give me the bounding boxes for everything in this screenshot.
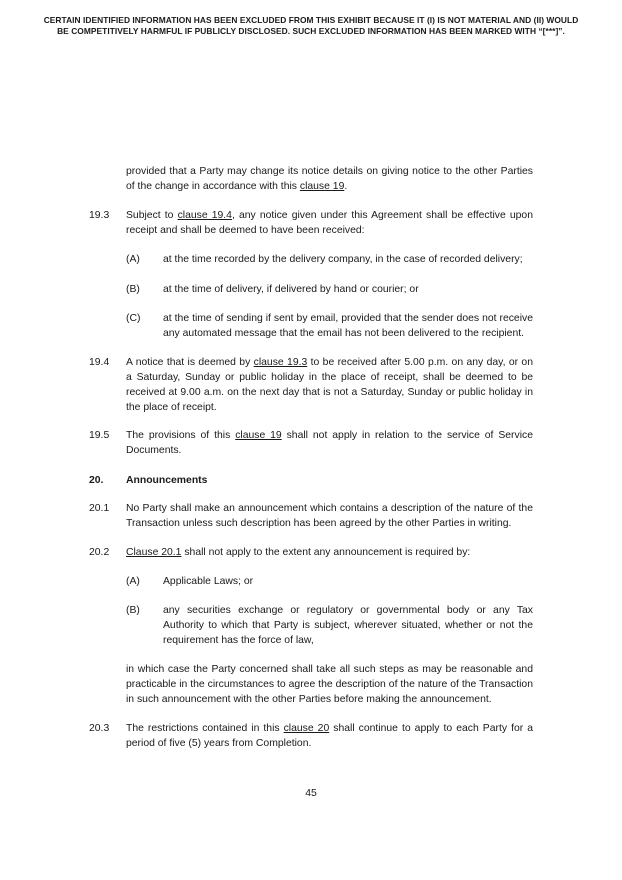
item-label: (A) <box>126 576 140 587</box>
confidentiality-header <box>30 15 592 37</box>
clause-number: 20.2 <box>89 547 110 558</box>
clause-19-3-text <box>126 208 533 238</box>
paragraph-text: provided that a Party may change its notice details on giving notice to the other Parties of the change in accordance with this <box>126 166 533 192</box>
clause-reference-link[interactable]: clause 19 <box>299 181 345 192</box>
clause-reference-link[interactable]: clause 19.3 <box>253 357 308 368</box>
paragraph-text: to be received after 5.00 p.m. on any day, or on a Saturday, Sunday or public holiday in the place of receipt, shall be deemed to be received at 9.00 a.m. on the next day that is not a Saturday, Sunday or public holiday in the place of receipt. <box>126 357 533 413</box>
clause-reference-link[interactable]: clause 19.4 <box>177 210 232 221</box>
item-label: (C) <box>126 313 141 324</box>
notice-details-continuation <box>126 164 533 194</box>
item-label: (B) <box>126 284 140 295</box>
section-number: 20. <box>89 475 104 486</box>
item-text: at the time recorded by the delivery company, in the case of recorded delivery; <box>163 254 523 265</box>
clause-20-2-text <box>126 545 533 560</box>
clause-number: 20.3 <box>89 723 110 734</box>
paragraph-text: , any notice given under this Agreement shall be effective upon receipt and shall be deemed to have been received: <box>126 210 533 236</box>
header-line-1: CERTAIN IDENTIFIED INFORMATION HAS BEEN EXCLUDED FROM THIS EXHIBIT BECAUSE IT (I) IS NOT MATERIAL AND (II) WOULD <box>43 15 579 25</box>
paragraph-text: The provisions of this <box>126 430 236 441</box>
paragraph-text: A notice that is deemed by <box>126 357 254 368</box>
paragraph-text: shall not apply in relation to the service of Service Documents. <box>126 430 533 456</box>
clause-reference-link[interactable]: Clause 20.1 <box>126 547 182 558</box>
clause-20-3-text <box>126 721 533 751</box>
clause-19-4-text <box>126 355 533 415</box>
paragraph-text: . <box>344 181 348 192</box>
clause-20-1-text: No Party shall make an announcement which contains a description of the nature of the Transaction unless such description has been agreed by the other Parties in writing. <box>126 503 533 529</box>
clause-reference-link[interactable]: clause 20 <box>283 723 330 734</box>
item-label: (B) <box>126 605 140 616</box>
item-text: at the time of delivery, if delivered by hand or courier; or <box>163 284 419 295</box>
clause-number: 20.1 <box>89 503 110 514</box>
item-label: (A) <box>126 254 140 265</box>
clause-reference-link[interactable]: clause 19 <box>235 430 282 441</box>
clause-20-2-tail: in which case the Party concerned shall take all such steps as may be reasonable and practicable in the circumstances to agree the description of the nature of the Transaction in such announcement with the other Parties before making the announcement. <box>126 664 533 705</box>
item-text: at the time of sending if sent by email, provided that the sender does not receive any automated message that the email has not been delivered to the recipient. <box>163 313 533 339</box>
page-number: 45 <box>305 788 317 799</box>
item-text: any securities exchange or regulatory or governmental body or any Tax Authority to which that Party is subject, wherever situated, whether or not the requirement has the force of law, <box>163 605 533 646</box>
clause-number: 19.4 <box>89 357 110 368</box>
header-line-2: BE COMPETITIVELY HARMFUL IF PUBLICLY DISCLOSED. SUCH EXCLUDED INFORMATION HAS BEEN MARKED WITH “[***]”. <box>57 26 565 36</box>
paragraph-text: The restrictions contained in this <box>126 723 284 734</box>
section-heading: Announcements <box>126 475 208 486</box>
clause-number: 19.3 <box>89 210 110 221</box>
clause-19-5-text <box>126 428 533 458</box>
clause-number: 19.5 <box>89 430 110 441</box>
paragraph-text: shall not apply to the extent any announcement is required by: <box>181 547 471 558</box>
item-text: Applicable Laws; or <box>163 576 254 587</box>
paragraph-text: Subject to <box>126 210 178 221</box>
paragraph-text: shall continue to apply to each Party for a period of five (5) years from Completion. <box>126 723 533 749</box>
